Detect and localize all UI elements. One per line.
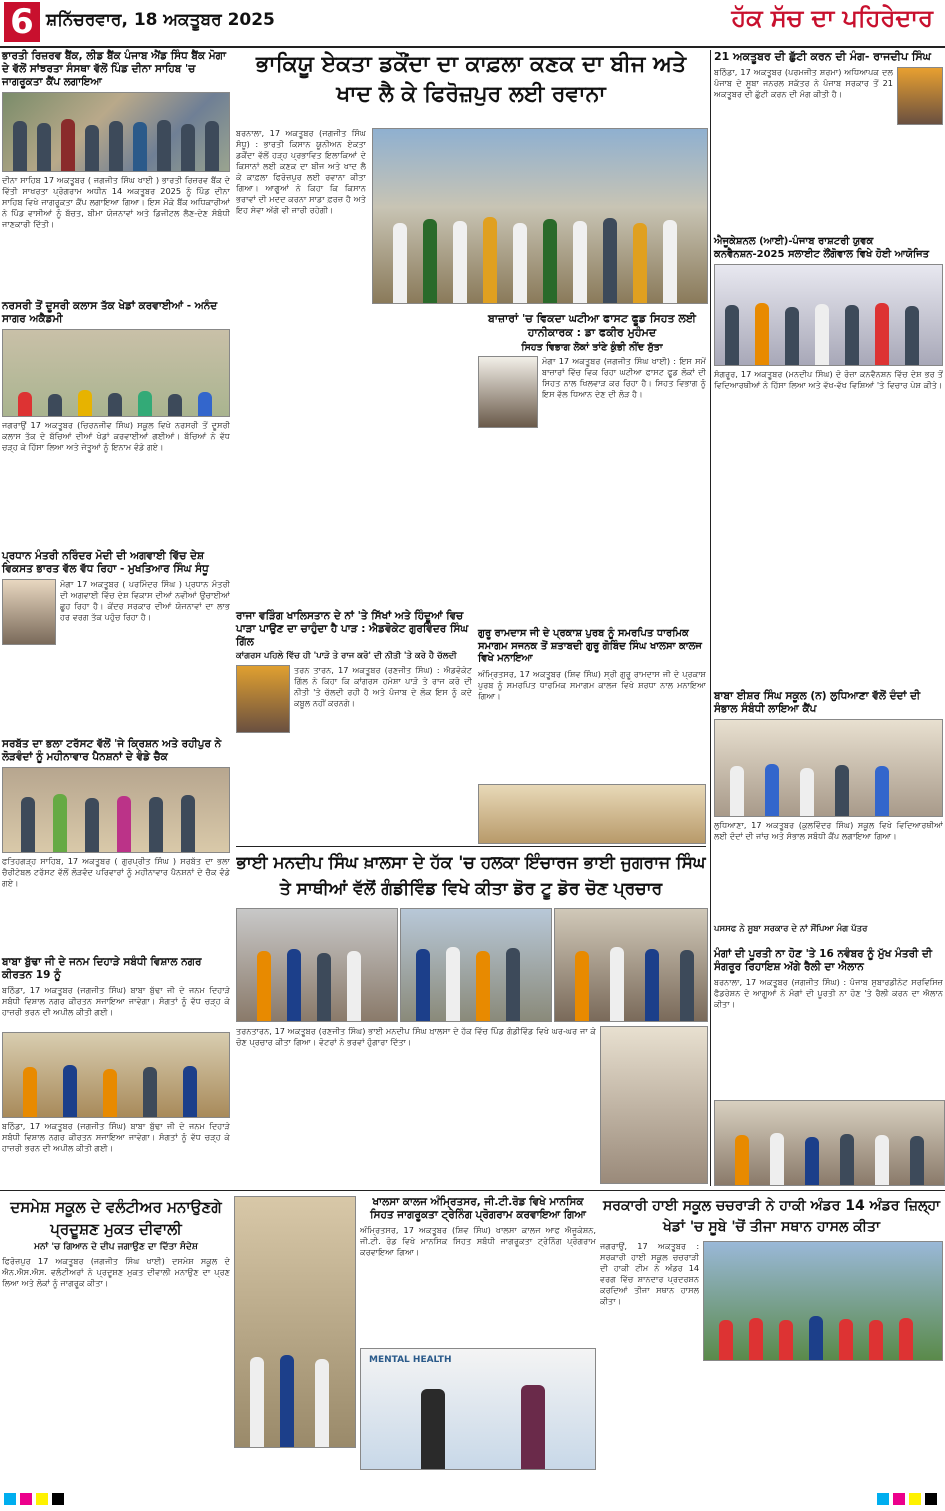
body: ਮੋਗਾ 17 ਅਕਤੂਬਰ ( ਪਰਮਿੰਦਰ ਸਿੰਘ ) ਪ੍ਰਧਾਨ ਮੰਤਰੀ ਦੀ ਅਗਵਾਈ ਵਿੱਚ ਦੇਸ਼ ਵਿਕਾਸ ਦੀਆਂ ਨਵੀਆਂ ਉਚਾਈਆਂ ਛੂਹ ਰਿਹਾ ਹੈ। ਕੇਂਦਰ ਸਰਕਾਰ ਦੀਆਂ ਯੋਜਨਾਵਾਂ ਦਾ ਲਾਭ ਹਰ ਵਰਗ ਤੱਕ ਪਹੁੰਚ ਰਿਹਾ ਹੈ। bbox=[60, 579, 230, 623]
article-rajdeep bbox=[714, 50, 943, 227]
photo bbox=[2, 329, 230, 417]
photo bbox=[2, 92, 230, 172]
registration-mark bbox=[893, 1493, 905, 1505]
rally-photo bbox=[714, 1100, 945, 1186]
divider bbox=[236, 846, 706, 847]
article-baba-ishar bbox=[714, 690, 943, 935]
portrait bbox=[2, 579, 56, 645]
photo bbox=[2, 1032, 230, 1118]
article-khalsa-college bbox=[360, 1196, 596, 1470]
body: ਅੰਮ੍ਰਿਤਸਰ, 17 ਅਕਤੂਬਰ (ਸ਼ਿਵ ਸਿੰਘ) ਖਾਲਸਾ ਕਾਲਜ ਆਫ ਐਜੂਕੇਸ਼ਨ, ਜੀ.ਟੀ. ਰੋਡ ਵਿਖੇ ਮਾਨਸਿਕ ਸਿਹਤ ਸਬੰਧੀ ਜਾਗਰੂਕਤਾ ਟ੍ਰੇਨਿੰਗ ਪ੍ਰੋਗਰਾਮ ਕਰਵਾਇਆ ਗਿਆ। bbox=[360, 1225, 596, 1258]
body: ਬਠਿੰਡਾ, 17 ਅਕਤੂਬਰ (ਜਗਜੀਤ ਸਿੰਘ) ਬਾਬਾ ਬੁੱਢਾ ਜੀ ਦੇ ਜਨਮ ਦਿਹਾੜੇ ਸਬੰਧੀ ਵਿਸ਼ਾਲ ਨਗਰ ਕੀਰਤਨ ਸਜਾਇਆ ਜਾਵੇਗਾ। ਸੰਗਤਾਂ ਨੂੰ ਵੱਧ ਚੜ੍ਹ ਕੇ ਹਾਜ਼ਰੀ ਭਰਨ ਦੀ ਅਪੀਲ ਕੀਤੀ ਗਈ। bbox=[2, 985, 230, 1018]
headline: ਬਾਬਾ ਬੁੱਢਾ ਜੀ ਦੇ ਜਨਮ ਦਿਹਾੜੇ ਸਬੰਧੀ ਵਿਸ਼ਾਲ ਨਗਰ ਕੀਰਤਨ 19 ਨੂੰ bbox=[2, 956, 202, 982]
article-sarbat-trust bbox=[2, 738, 230, 926]
headline: ਭਾਈ ਮਨਦੀਪ ਸਿੰਘ ਖ਼ਾਲਸਾ ਦੇ ਹੱਕ 'ਚ ਹਲਕਾ ਇੰਚਾਰਜ ਭਾਈ ਜੁਗਰਾਜ ਸਿੰਘ ਤੇ ਸਾਥੀਆਂ ਵੱਲੋਂ ਗੰਡੀਵਿੰਡ ਵਿਖੇ ਕੀਤਾ ਡੋਰ ਟੂ ਡੋਰ ਚੋਣ ਪ੍ਰਚਾਰ bbox=[236, 853, 706, 899]
body-cont: ਬਠਿੰਡਾ, 17 ਅਕਤੂਬਰ (ਜਗਜੀਤ ਸਿੰਘ) ਬਾਬਾ ਬੁੱਢਾ ਜੀ ਦੇ ਜਨਮ ਦਿਹਾੜੇ ਸਬੰਧੀ ਵਿਸ਼ਾਲ ਨਗਰ ਕੀਰਤਨ ਸਜਾਇਆ ਜਾਵੇਗਾ। ਸੰਗਤਾਂ ਨੂੰ ਵੱਧ ਚੜ੍ਹ ਕੇ ਹਾਜ਼ਰੀ ਭਰਨ ਦੀ ਅਪੀਲ ਕੀਤੀ ਗਈ। bbox=[2, 1121, 230, 1154]
headline: ਬਾਬਾ ਈਸ਼ਰ ਸਿੰਘ ਸਕੂਲ (ਨ) ਲੁਧਿਆਣਾ ਵੱਲੋਂ ਦੰਦਾਂ ਦੀ ਸੰਭਾਲ ਸੰਬੰਧੀ ਲਾਇਆ ਕੈਂਪ bbox=[714, 690, 921, 716]
registration-mark bbox=[20, 1493, 32, 1505]
body: ਸੰਗਰੂਰ, 17 ਅਕਤੂਬਰ (ਮਨਦੀਪ ਸਿੰਘ) ਦੋ ਰੋਜ਼ਾ ਕਨਵੈਨਸ਼ਨ ਵਿੱਚ ਦੇਸ਼ ਭਰ ਤੋਂ ਵਿਦਿਆਰਥੀਆਂ ਨੇ ਹਿੱਸਾ ਲਿਆ ਅਤੇ ਵੱਖ-ਵੱਖ ਵਿਸ਼ਿਆਂ 'ਤੇ ਵਿਚਾਰ ਪੇਸ਼ ਕੀਤੇ। bbox=[714, 369, 943, 390]
dasmesh-photo bbox=[234, 1196, 356, 1448]
headline: 21 ਅਕਤੂਬਰ ਦੀ ਛੁੱਟੀ ਕਰਨ ਦੀ ਮੰਗ- ਰਾਜਦੀਪ ਸਿੰਘ bbox=[714, 50, 931, 63]
headline: ਸਰਬੱਤ ਦਾ ਭਲਾ ਟਰੱਸਟ ਵੱਲੋਂ 'ਜੇ ਕ੍ਰਿਸ਼ਨ ਅਤੇ ਰਹੀਪੁਰ ਨੇ ਲੋੜਵੰਦਾਂ ਨੂੰ ਮਹੀਨਾਵਾਰ ਪੈਨਸ਼ਨਾਂ ਦੇ ਵੰਡੇ ਚੈਕ bbox=[2, 738, 222, 764]
body: ਤਰਨ ਤਾਰਨ, 17 ਅਕਤੂਬਰ (ਰਣਜੀਤ ਸਿੰਘ) : ਐਡਵੋਕੇਟ ਗਿੱਲ ਨੇ ਕਿਹਾ ਕਿ ਕਾਂਗਰਸ ਹਮੇਸ਼ਾ ਪਾੜੋ ਤੇ ਰਾਜ ਕਰੋ ਦੀ ਨੀਤੀ 'ਤੇ ਚੱਲਦੀ ਰਹੀ ਹੈ ਅਤੇ ਪੰਜਾਬ ਦੇ ਲੋਕ ਇਸ ਨੂੰ ਕਦੇ ਕਬੂਲ ਨਹੀਂ ਕਰਨਗੇ। bbox=[294, 665, 472, 708]
portrait bbox=[897, 67, 943, 125]
article-guru-ramdas bbox=[478, 628, 706, 844]
page-number: 6 bbox=[4, 2, 40, 42]
lead-body: ਬਰਨਾਲਾ, 17 ਅਕਤੂਬਰ (ਜਗਜੀਤ ਸਿੰਘ ਸੰਧੂ) : ਭਾਰਤੀ ਕਿਸਾਨ ਯੂਨੀਅਨ ਏਕਤਾ ਡਕੌਂਦਾ ਵੱਲੋਂ ਹੜ੍ਹ ਪ੍ਰਭਾਵਿਤ ਇਲਾਕਿਆਂ ਦੇ ਕਿਸਾਨਾਂ ਲਈ ਕਣਕ ਦਾ ਬੀਜ ਅਤੇ ਖਾਦ ਲੈ ਕੇ ਕਾਫ਼ਲਾ ਫਿਰੋਜ਼ਪੁਰ ਲਈ ਰਵਾਨਾ ਕੀਤਾ ਗਿਆ। ਆਗੂਆਂ ਨੇ ਕਿਹਾ ਕਿ ਕਿਸਾਨ ਭਰਾਵਾਂ ਦੀ ਮਦਦ ਕਰਨਾ ਸਾਡਾ ਫ਼ਰਜ਼ ਹੈ ਅਤੇ ਇਹ ਸੇਵਾ ਅੱਗੇ ਵੀ ਜਾਰੀ ਰਹੇਗੀ। bbox=[236, 128, 366, 215]
headline: ਭਾਰਤੀ ਰਿਜ਼ਰਵ ਬੈਂਕ, ਲੀਡ ਬੈਂਕ ਪੰਜਾਬ ਐਂਡ ਸਿੰਧ ਬੈਂਕ ਮੋਗਾ ਦੇ ਵੱਲੋਂ ਸਾਂਝਰਤਾ ਸੰਸਥਾ ਵੱਲੋਂ ਪਿੰਡ ਦੀਨਾ ਸਾਹਿਬ 'ਚ ਜਾਗਰੂਕਤਾ ਕੈਂਪ ਲਗਾਇਆ bbox=[2, 50, 226, 89]
registration-mark bbox=[4, 1493, 16, 1505]
registration-mark bbox=[52, 1493, 64, 1505]
headline: ਦਸਮੇਸ਼ ਸਕੂਲ ਦੇ ਵਲੰਟੀਅਰ ਮਨਾਉਣਗੇ ਪ੍ਰਦੂਸ਼ਣ ਮੁਕਤ ਦੀਵਾਲੀ bbox=[10, 1198, 222, 1238]
article-raja-warring bbox=[236, 610, 472, 825]
body: ਦੀਨਾ ਸਾਹਿਬ 17 ਅਕਤੂਬਰ ( ਜਗਜੀਤ ਸਿੰਘ ਖਾਈ ) ਭਾਰਤੀ ਰਿਜ਼ਰਵ ਬੈਂਕ ਦੇ ਵਿੱਤੀ ਸਾਖਰਤਾ ਪ੍ਰੋਗਰਾਮ ਅਧੀਨ 14 ਅਕਤੂਬਰ 2025 ਨੂੰ ਪਿੰਡ ਦੀਨਾ ਸਾਹਿਬ ਵਿਖੇ ਜਾਗਰੂਕਤਾ ਕੈਂਪ ਲਗਾਇਆ ਗਿਆ। ਇਸ ਮੌਕੇ ਬੈਂਕ ਅਧਿਕਾਰੀਆਂ ਨੇ ਪਿੰਡ ਵਾਸੀਆਂ ਨੂੰ ਬੱਚਤ, ਬੀਮਾ ਯੋਜਨਾਵਾਂ ਅਤੇ ਡਿਜੀਟਲ ਲੈਣ-ਦੇਣ ਸੰਬੰਧੀ ਜਾਣਕਾਰੀ ਦਿੱਤੀ। bbox=[2, 175, 230, 230]
photo bbox=[714, 719, 943, 817]
headline: ਐਜੂਕੇਸ਼ਨਲ (ਆਈ)-ਪੰਜਾਬ ਰਾਸ਼ਟਰੀ ਯੁਵਕ ਕਨਵੈਨਸ਼ਨ-2025 ਸਲਾਈਟ ਲੌਂਗੋਵਾਲ ਵਿਖੇ ਹੋਈ ਆਯੋਜਿਤ bbox=[714, 236, 930, 260]
article-hockey bbox=[600, 1196, 943, 1511]
body: ਬਠਿੰਡਾ, 17 ਅਕਤੂਬਰ (ਪਰਮਜੀਤ ਸ਼ਰਮਾ) ਅਧਿਆਪਕ ਦਲ ਪੰਜਾਬ ਦੇ ਸੂਬਾ ਜਨਰਲ ਸਕੱਤਰ ਨੇ ਪੰਜਾਬ ਸਰਕਾਰ ਤੋਂ 21 ਅਕਤੂਬਰ ਦੀ ਛੁੱਟੀ ਕਰਨ ਦੀ ਮੰਗ ਕੀਤੀ ਹੈ। bbox=[714, 66, 893, 99]
portrait bbox=[478, 356, 538, 428]
photo bbox=[2, 767, 230, 853]
photo-3 bbox=[554, 908, 708, 1022]
portrait bbox=[236, 665, 290, 733]
photo bbox=[478, 784, 706, 844]
body: ਫਤਿਹਗੜ੍ਹ ਸਾਹਿਬ, 17 ਅਕਤੂਬਰ ( ਗੁਰਪ੍ਰੀਤ ਸਿੰਘ ) ਸਰਬੱਤ ਦਾ ਭਲਾ ਚੈਰੀਟੇਬਲ ਟਰੱਸਟ ਵੱਲੋਂ ਲੋੜਵੰਦ ਪਰਿਵਾਰਾਂ ਨੂੰ ਮਹੀਨਾਵਾਰ ਪੈਨਸ਼ਨਾਂ ਦੇ ਚੈਕ ਵੰਡੇ ਗਏ। bbox=[2, 856, 230, 889]
divider bbox=[710, 50, 711, 1186]
divider bbox=[0, 1190, 945, 1191]
body: ਫਿਰੋਜ਼ਪੁਰ 17 ਅਕਤੂਬਰ (ਜਗਜੀਤ ਸਿੰਘ ਖਾਈ) ਦਸਮੇਸ਼ ਸਕੂਲ ਦੇ ਐਨ.ਐਸ.ਐਸ. ਵਲੰਟੀਅਰਾਂ ਨੇ ਪ੍ਰਦੂਸ਼ਣ ਮੁਕਤ ਦੀਵਾਲੀ ਮਨਾਉਣ ਦਾ ਪ੍ਰਣ ਲਿਆ ਅਤੇ ਲੋਕਾਂ ਨੂੰ ਜਾਗਰੂਕ ਕੀਤਾ। bbox=[2, 1256, 230, 1289]
headline: ਸਰਕਾਰੀ ਹਾਈ ਸਕੂਲ ਚਚਰਾੜੀ ਨੇ ਹਾਕੀ ਅੰਡਰ 14 ਅੰਡਰ ਜ਼ਿਲ੍ਹਾ ਖੇਡਾਂ 'ਚ ਸੂਬੇ 'ਚੋਂ ਤੀਜਾ ਸਥਾਨ ਹਾਸਲ ਕੀਤਾ bbox=[602, 1198, 941, 1235]
kicker: ਪਸਸਫ ਨੇ ਸੂਬਾ ਸਰਕਾਰ ਦੇ ਨਾਂ ਸੌਂਪਿਆ ਮੰਗ ਪੱਤਰ bbox=[714, 924, 868, 935]
body: ਲੁਧਿਆਣਾ, 17 ਅਕਤੂਬਰ (ਕੁਲਵਿੰਦਰ ਸਿੰਘ) ਸਕੂਲ ਵਿਖੇ ਵਿਦਿਆਰਥੀਆਂ ਲਈ ਦੰਦਾਂ ਦੀ ਜਾਂਚ ਅਤੇ ਸੰਭਾਲ ਸਬੰਧੀ ਕੈਂਪ ਲਗਾਇਆ ਗਿਆ। bbox=[714, 820, 943, 842]
body: ਜਗਰਾਉਂ, 17 ਅਕਤੂਬਰ : ਸਰਕਾਰੀ ਹਾਈ ਸਕੂਲ ਚਚਰਾੜੀ ਦੀ ਹਾਕੀ ਟੀਮ ਨੇ ਅੰਡਰ 14 ਵਰਗ ਵਿੱਚ ਸ਼ਾਨਦਾਰ ਪ੍ਰਦਰਸ਼ਨ ਕਰਦਿਆਂ ਤੀਜਾ ਸਥਾਨ ਹਾਸਲ ਕੀਤਾ। bbox=[600, 1241, 700, 1306]
body: ਜਗਰਾਉਂ 17 ਅਕਤੂਬਰ (ਚਿਰਨਜੀਵ ਸਿੰਘ) ਸਕੂਲ ਵਿਖੇ ਨਰਸਰੀ ਤੋਂ ਦੂਸਰੀ ਕਲਾਸ ਤੱਕ ਦੇ ਬੱਚਿਆਂ ਦੀਆਂ ਖੇਡਾਂ ਕਰਵਾਈਆਂ ਗਈਆਂ। ਬੱਚਿਆਂ ਨੇ ਵੱਧ ਚੜ੍ਹ ਕੇ ਹਿੱਸਾ ਲਿਆ ਅਤੇ ਜੇਤੂਆਂ ਨੂੰ ਇਨਾਮ ਵੰਡੇ ਗਏ। bbox=[2, 420, 230, 453]
body: ਮੋਗਾ 17 ਅਕਤੂਬਰ (ਜਗਜੀਤ ਸਿੰਘ ਖਾਈ) : ਇਸ ਸਮੇਂ ਬਾਜ਼ਾਰਾਂ ਵਿੱਚ ਵਿਕ ਰਿਹਾ ਘਟੀਆ ਫਾਸਟ ਫੂਡ ਲੋਕਾਂ ਦੀ ਸਿਹਤ ਨਾਲ ਖਿਲਵਾੜ ਕਰ ਰਿਹਾ ਹੈ। ਸਿਹਤ ਵਿਭਾਗ ਨੂੰ ਇਸ ਵੱਲ ਧਿਆਨ ਦੇਣ ਦੀ ਲੋੜ ਹੈ। bbox=[542, 356, 706, 400]
headline: ਗੁਰੂ ਰਾਮਦਾਸ ਜੀ ਦੇ ਪ੍ਰਕਾਸ਼ ਪੁਰਬ ਨੂੰ ਸਮਰਪਿਤ ਧਾਰਮਿਕ ਸਮਾਗਮ ਸਜਨਕ ਤੋਂ ਸ਼ਤਾਬਦੀ ਗੁਰੂ ਗੋਬਿੰਦ ਸਿੰਘ ਖਾਲਸਾ ਕਾਲਜ ਵਿਖੇ ਮਨਾਇਆ bbox=[478, 628, 702, 664]
headline: ਖਾਲਸਾ ਕਾਲਜ ਅੰਮ੍ਰਿਤਸਰ, ਜੀ.ਟੀ.ਰੋਡ ਵਿਖੇ ਮਾਨਸਿਕ ਸਿਹਤ ਜਾਗਰੂਕਤਾ ਟ੍ਰੇਨਿੰਗ ਪ੍ਰੋਗਰਾਮ ਕਰਵਾਇਆ ਗਿਆ bbox=[370, 1196, 586, 1222]
subhead: ਮਨਾਂ 'ਚ ਗਿਆਨ ਦੇ ਦੀਪ ਜਗਾਉਣ ਦਾ ਦਿੱਤਾ ਸੰਦੇਸ਼ bbox=[34, 1242, 198, 1252]
photo-4 bbox=[600, 1026, 708, 1184]
headline: ਮੰਗਾਂ ਦੀ ਪੂਰਤੀ ਨਾ ਹੋਣ 'ਤੇ 16 ਨਵੰਬਰ ਨੂੰ ਮੁੱਖ ਮੰਤਰੀ ਦੀ ਸੰਗਰੂਰ ਰਿਹਾਇਸ਼ ਅੱਗੇ ਰੈਲੀ ਦਾ ਐਲਾਨ bbox=[714, 948, 933, 974]
photo bbox=[360, 1348, 596, 1470]
photo bbox=[703, 1241, 943, 1361]
photo-text: MENTAL HEALTH bbox=[369, 1355, 452, 1366]
photo-2 bbox=[400, 908, 552, 1022]
headline: ਪ੍ਰਧਾਨ ਮੰਤਰੀ ਨਰਿੰਦਰ ਮੋਦੀ ਦੀ ਅਗਵਾਈ ਵਿੱਚ ਦੇਸ਼ ਵਿਕਸਤ ਭਾਰਤ ਵੱਲ ਵੱਧ ਰਿਹਾ - ਮੁਖਤਿਆਰ ਸਿੰਘ ਸੰਧੂ bbox=[2, 550, 209, 576]
registration-mark bbox=[925, 1493, 937, 1505]
article-nursery bbox=[2, 300, 230, 563]
registration-mark bbox=[36, 1493, 48, 1505]
registration-mark bbox=[877, 1493, 889, 1505]
body: ਬਰਨਾਲਾ, 17 ਅਕਤੂਬਰ (ਜਗਜੀਤ ਸਿੰਘ) : ਪੰਜਾਬ ਸੁਬਾਰਡੀਨੇਟ ਸਰਵਿਸਿਜ਼ ਫੈਡਰੇਸ਼ਨ ਦੇ ਆਗੂਆਂ ਨੇ ਮੰਗਾਂ ਦੀ ਪੂਰਤੀ ਨਾ ਹੋਣ 'ਤੇ ਰੈਲੀ ਕਰਨ ਦਾ ਐਲਾਨ ਕੀਤਾ। bbox=[714, 977, 943, 1010]
article-demands-rally bbox=[714, 948, 943, 1117]
paper-title: ਹੱਕ ਸੱਚ ਦਾ ਪਹਿਰੇਦਾਰ bbox=[731, 4, 933, 32]
registration-mark bbox=[909, 1493, 921, 1505]
article-dasmesh-school bbox=[2, 1196, 230, 1471]
article-apsc bbox=[714, 236, 943, 679]
dateline: ਸ਼ਨਿੱਚਰਵਾਰ, 18 ਅਕਤੂਬਰ 2025 bbox=[46, 10, 275, 30]
kicker: ਕਾਂਗਰਸ ਪਹਿਲੇ ਵਿੱਚ ਹੀ 'ਪਾੜੋ ਤੇ ਰਾਜ ਕਰੋ' ਦੀ ਨੀਤੀ 'ਤੇ ਕਰੇ ਹੈ ਚੱਲਦੀ bbox=[236, 651, 457, 662]
headline: ਬਾਜ਼ਾਰਾਂ 'ਚ ਵਿਕਦਾ ਘਟੀਆ ਫਾਸਟ ਫੂਡ ਸਿਹਤ ਲਈ ਹਾਨੀਕਾਰਕ : ਡਾ ਫਕੀਰ ਮੁਹੰਮਦ bbox=[487, 312, 697, 339]
article-fast-food bbox=[478, 312, 706, 596]
article-mandeep-khalsa bbox=[236, 850, 706, 902]
photo bbox=[714, 264, 943, 366]
body: ਅੰਮ੍ਰਿਤਸਰ, 17 ਅਕਤੂਬਰ (ਸ਼ਿਵ ਸਿੰਘ) ਸ੍ਰੀ ਗੁਰੂ ਰਾਮਦਾਸ ਜੀ ਦੇ ਪ੍ਰਕਾਸ਼ ਪੁਰਬ ਨੂੰ ਸਮਰਪਿਤ ਧਾਰਮਿਕ ਸਮਾਗਮ ਕਾਲਜ ਵਿਖੇ ਸ਼ਰਧਾ ਨਾਲ ਮਨਾਇਆ ਗਿਆ। bbox=[478, 668, 706, 701]
subhead: ਸਿਹਤ ਵਿਭਾਗ ਲੋਕਾਂ ਤਾਂਣੇ ਕੁੰਭੀ ਨੀਂਦ ਸੁੱਤਾ bbox=[521, 341, 663, 353]
article-baba-budha bbox=[2, 956, 230, 1181]
masthead bbox=[0, 0, 945, 48]
article-bku-lead bbox=[236, 50, 706, 110]
article-pm-vision bbox=[2, 550, 230, 719]
article-bank-camp bbox=[2, 50, 230, 283]
photo-1 bbox=[236, 908, 398, 1022]
headline: ਰਾਜਾ ਵੜਿੰਗ ਖਾਲਿਸਤਾਨ ਦੇ ਨਾਂ 'ਤੇ ਸਿੱਖਾਂ ਅਤੇ ਹਿੰਦੂਆਂ ਵਿਚ ਪਾੜਾ ਪਾਉਣ ਦਾ ਚਾਹੁੰਦਾ ਹੈ ਪਾੜ : ਐਡਵੋਕੇਟ ਗੁਰਵਿੰਦਰ ਸਿੰਘ ਗਿੱਲ bbox=[236, 610, 469, 649]
lead-headline: ਭਾਕਿਯੂ ਏਕਤਾ ਡਕੌਂਦਾ ਦਾ ਕਾਫ਼ਲਾ ਕਣਕ ਦਾ ਬੀਜ ਅਤੇ ਖਾਦ ਲੈ ਕੇ ਫਿਰੋਜ਼ਪੁਰ ਲਈ ਰਵਾਨਾ bbox=[255, 52, 687, 107]
lead-photo bbox=[372, 128, 708, 304]
mandeep-body: ਤਰਨਤਾਰਨ, 17 ਅਕਤੂਬਰ (ਰਣਜੀਤ ਸਿੰਘ) ਭਾਈ ਮਨਦੀਪ ਸਿੰਘ ਖ਼ਾਲਸਾ ਦੇ ਹੱਕ ਵਿੱਚ ਪਿੰਡ ਗੰਡੀਵਿੰਡ ਵਿਖੇ ਘਰ-ਘਰ ਜਾ ਕੇ ਚੋਣ ਪ੍ਰਚਾਰ ਕੀਤਾ ਗਿਆ। ਵੋਟਰਾਂ ਨੇ ਭਰਵਾਂ ਹੁੰਗਾਰਾ ਦਿੱਤਾ। bbox=[236, 1026, 596, 1047]
headline: ਨਰਸਰੀ ਤੋਂ ਦੂਸਰੀ ਕਲਾਸ ਤੱਕ ਖੇਡਾਂ ਕਰਵਾਈਆਂ - ਅਨੰਦ ਸਾਗਰ ਅਕੈਡਮੀ bbox=[2, 300, 218, 326]
